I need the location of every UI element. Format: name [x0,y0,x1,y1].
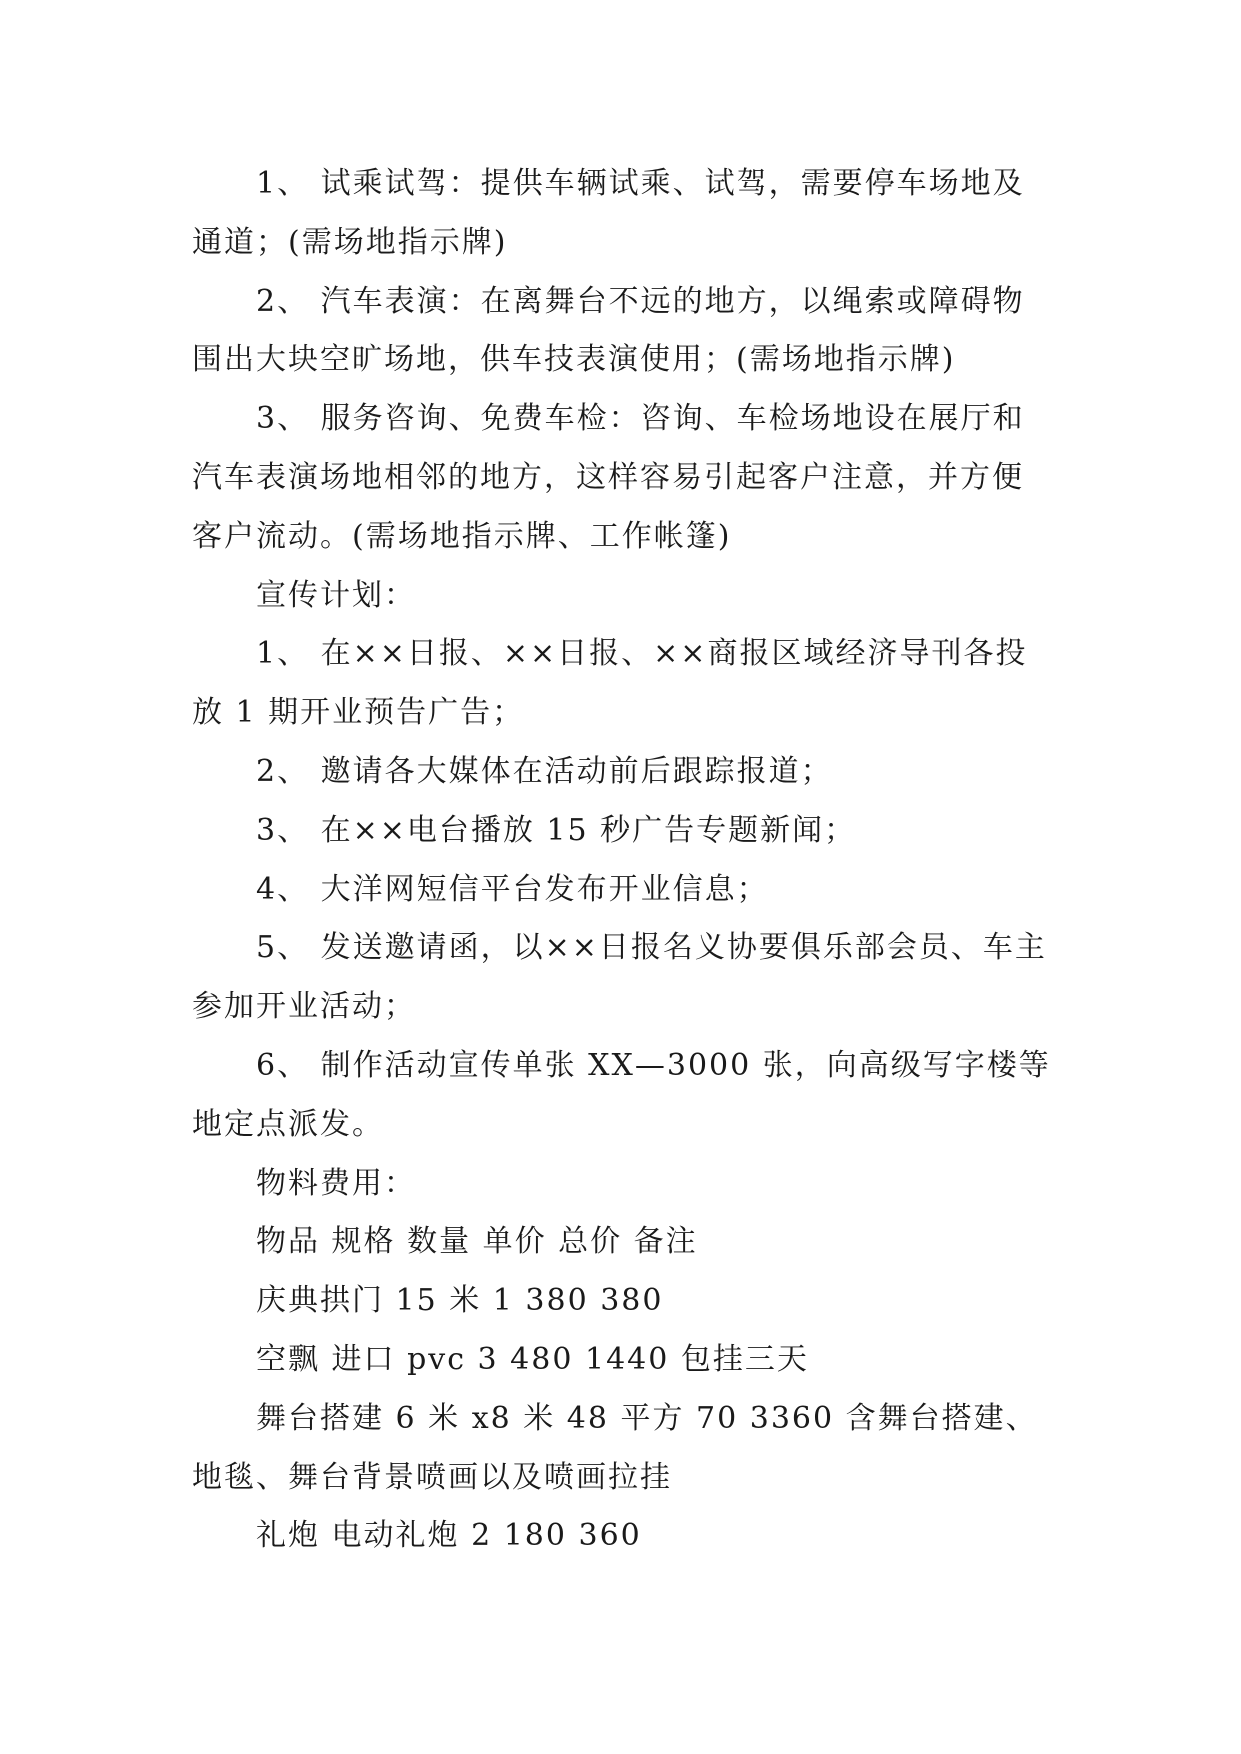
table-row-balloon: 空飘 进口 pvc 3 480 1440 包挂三天 [256,1341,809,1377]
paragraph-test-drive: 1、 试乘试驾：提供车辆试乘、试驾，需要停车场地及通道；(需场地指示牌) [192,166,1025,260]
document-body [192,155,1052,1566]
paragraph-service-consulting: 3、 服务咨询、免费车检：咨询、车检场地设在展厅和汽车表演场地相邻的地方，这样容易引起客户注意，并方便客户流动。(需场地指示牌、工作帐篷) [192,401,1025,554]
paragraph-promo-1: 1、 在××日报、××日报、××商报区域经济导刊各投放 1 期开业预告广告； [192,636,1028,731]
paragraph-promo-4: 4、 大洋网短信平台发布开业信息； [256,871,769,907]
paragraph-promo-6: 6、 制作活动宣传单张 XX—3000 张，向高级写字楼等地定点派发。 [192,1047,1051,1142]
paragraph-promo-2: 2、 邀请各大媒体在活动前后跟踪报道； [256,753,833,789]
paragraph-promo-5: 5、 发送邀请函，以××日报名义协要俱乐部会员、车主参加开业活动； [192,930,1047,1025]
table-row-arch: 庆典拱门 15 米 1 380 380 [256,1283,664,1319]
table-header-line: 物品 规格 数量 单价 总价 备注 [256,1224,698,1260]
section-heading-material-costs: 物料费用： [256,1165,416,1201]
table-row-stage: 舞台搭建 6 米 x8 米 48 平方 70 3360 含舞台搭建、地毯、舞台背景喷画以及喷画拉挂 [192,1400,1038,1495]
paragraph-car-show: 2、 汽车表演：在离舞台不远的地方，以绳索或障碍物围出大块空旷场地，供车技表演使用；(需场地指示牌) [192,283,1025,378]
section-heading-promotion-plan: 宣传计划： [256,577,416,613]
table-row-salute: 礼炮 电动礼炮 2 180 360 [256,1518,642,1554]
paragraph-promo-3: 3、 在××电台播放 15 秒广告专题新闻； [256,812,857,848]
